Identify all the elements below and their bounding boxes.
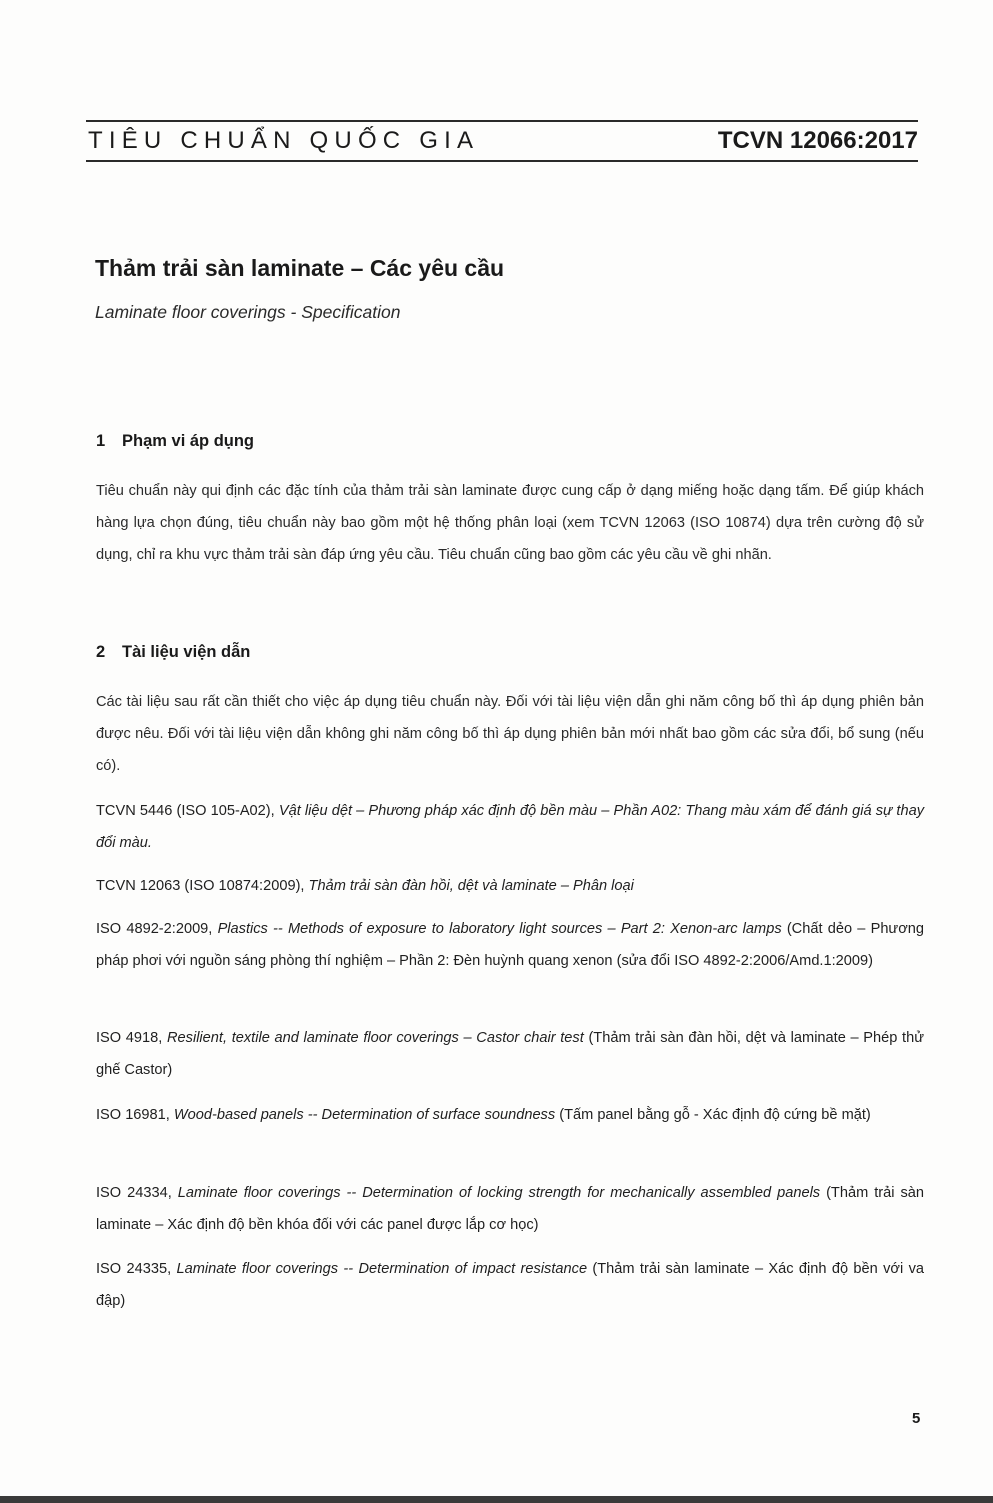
reference-item [96,1177,924,1241]
reference-item [96,1253,924,1317]
reference-item [96,795,924,859]
header-rule-bottom [86,160,918,162]
reference-note: (Thảm trải sàn laminate – Xác định độ bền khóa đối với các panel được lắp cơ học) [96,1185,924,1233]
section-number: 1 [96,432,106,450]
section-body-normative-references [96,686,924,782]
reference-code: ISO 16981, [96,1107,174,1123]
reference-code: TCVN 12063 (ISO 10874:2009), [96,878,309,894]
reference-title: Laminate floor coverings -- Determination of locking strength for mechanically assembled panels [177,1185,821,1201]
section-heading-scope [96,432,254,451]
reference-code: ISO 4918, [96,1030,167,1046]
reference-item [96,913,924,977]
reference-title: Thảm trải sàn đàn hồi, dệt và laminate – Phân loại [308,878,634,894]
section-number: 2 [96,643,106,661]
reference-note: (Chất dẻo – Phương pháp phơi với nguồn sáng phòng thí nghiệm – Phần 2: Đèn huỳnh quang xenon (sửa đổi ISO 4892-2:2006/Amd.1:2009) [96,921,925,969]
reference-note: (Thảm trải sàn đàn hồi, dệt và laminate – Phép thử ghế Castor) [96,1030,924,1078]
document-title: Thảm trải sàn laminate – Các yêu cầu [95,255,505,281]
standard-type-label: TIÊU CHUẨN QUỐC GIA [88,127,480,154]
reference-item [96,1099,924,1131]
reference-note: (Thảm trải sàn laminate – Xác định độ bền với va đập) [96,1261,925,1309]
standard-code: TCVN 12066:2017 [717,127,918,154]
paragraph: Các tài liệu sau rất cần thiết cho việc áp dụng tiêu chuẩn này. Đối với tài liệu viện dẫn ghi năm công bố thì áp dụng phiên bản được nêu. Đối với tài liệu viện dẫn không ghi năm công bố thì áp dụng phiên bản mới nhất bao gồm các sửa đổi, bổ sung (nếu có). [96,694,924,774]
reference-code: TCVN 5446 (ISO 105-A02), [96,803,279,819]
reference-title: Wood-based panels -- Determination of surface soundness [173,1107,556,1123]
section-body-scope [96,475,924,571]
section-title: Phạm vi áp dụng [122,432,255,450]
paragraph: Tiêu chuẩn này qui định các đặc tính của thảm trải sàn laminate được cung cấp ở dạng miếng hoặc dạng tấm. Để giúp khách hàng lựa chọn đúng, tiêu chuẩn này bao gồm một hệ thống phân loại (xem TCVN 12063 (ISO 10874) dựa trên cường độ sử dụng, chỉ ra khu vực thảm trải sàn đáp ứng yêu cầu. Tiêu chuẩn cũng bao gồm các yêu cầu về ghi nhãn. [96,483,924,563]
reference-title: Resilient, textile and laminate floor coverings – Castor chair test [167,1030,584,1046]
scan-edge-shadow [0,1496,993,1503]
reference-item [96,1022,924,1086]
reference-title: Plastics -- Methods of exposure to laboratory light sources – Part 2: Xenon-arc lamps [217,921,782,937]
document-subtitle: Laminate floor coverings - Specification [95,302,401,322]
reference-note: (Tấm panel bằng gỗ - Xác định độ cứng bề mặt) [555,1107,871,1123]
reference-title: Laminate floor coverings -- Determination of impact resistance [176,1261,588,1277]
reference-code: ISO 4892-2:2009, [96,921,218,937]
reference-item [96,870,924,902]
reference-code: ISO 24335, [96,1261,177,1277]
reference-title: Vật liệu dệt – Phương pháp xác định độ bền màu – Phần A02: Thang màu xám để đánh giá sự thay đổi màu. [96,803,924,851]
reference-code: ISO 24334, [96,1185,178,1201]
page-number: 5 [912,1410,921,1427]
section-title: Tài liệu viện dẫn [122,643,251,661]
page-header [86,122,918,162]
section-heading-normative-references [96,643,250,662]
